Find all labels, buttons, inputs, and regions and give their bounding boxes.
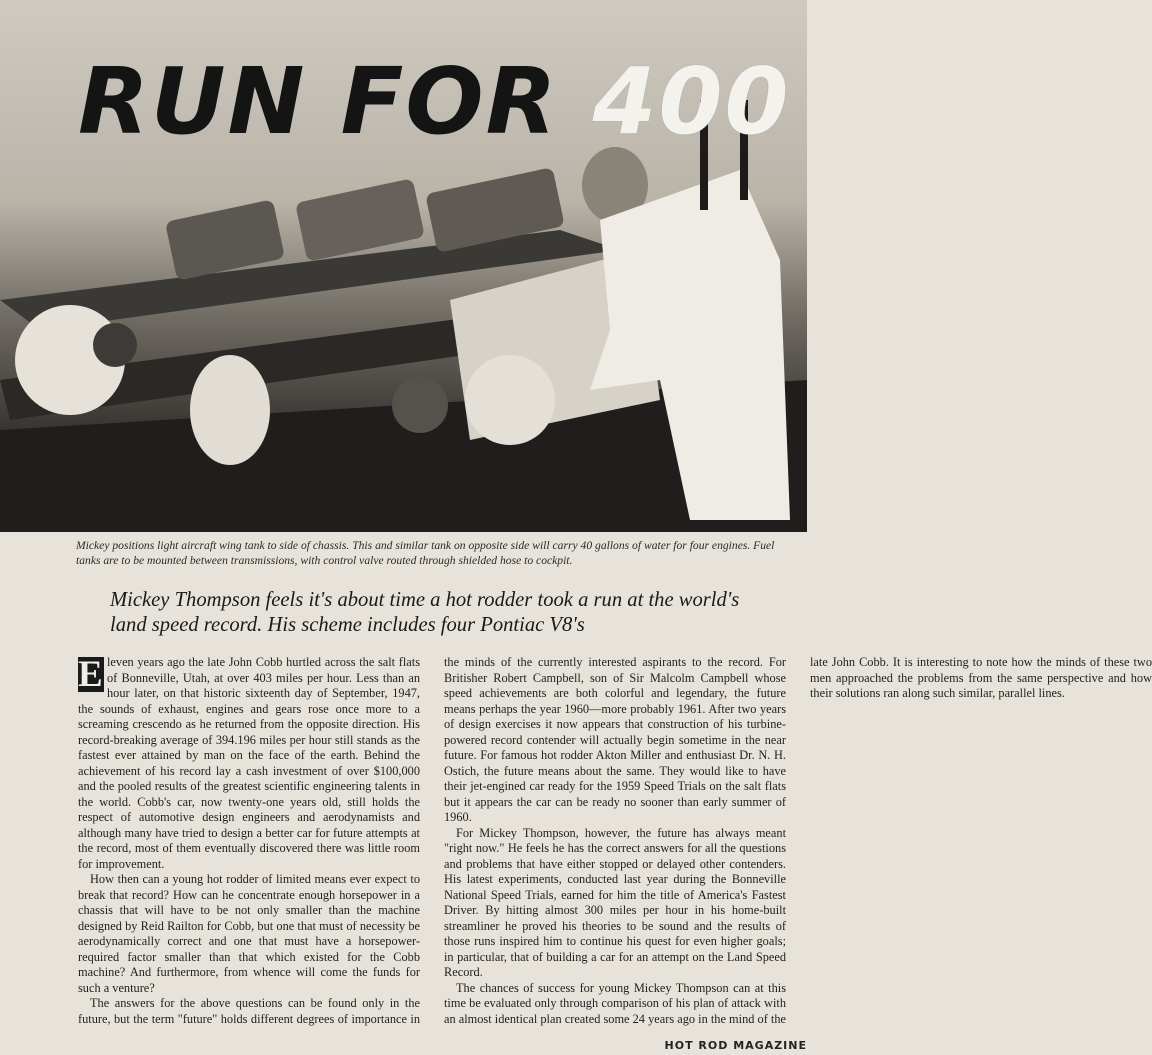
magazine-footer: HOT ROD MAGAZINE [664, 1039, 807, 1052]
article-body [78, 654, 1152, 1035]
article-paragraph: For Mickey Thompson, however, the future has always meant "right now." He feels he has the correct answers for all the questions and problems that have either stopped or delayed other contenders. His latest experiments, conducted last year during the Bonneville National Speed Trials, earned for him the title of America's Fastest Driver. By hitting almost 300 miles per hour in his home-built streamliner he proved his theories to be sound and the results of those runs inspired him to continue his quest for even higher goals; in particular, that of building a car for an attempt on the Land Speed Record. [444, 825, 786, 979]
article-deck: Mickey Thompson feels it's about time a hot rodder took a run at the world's land speed record. His scheme includes four Pontiac V8's [110, 589, 740, 636]
drop-cap: E [78, 654, 103, 695]
headline-run-for: RUN FOR [78, 48, 593, 155]
article-headline [78, 48, 798, 155]
photo-caption: Mickey positions light aircraft wing tank to side of chassis. This and similar tank on opposite side will carry 40 gallons of water for four engines. Fuel tanks are to be mounted between transmissions, with control valve routed through shielded hose to cockpit. [76, 539, 775, 567]
article-paragraph: How then can a young hot rodder of limited means ever expect to break that record? How can he concentrate enough horsepower in a chassis that will have to be not only smaller than the machine designed by Reid Railton for Cobb, but one that must of necessity be aerodynamically correct and one that must have a horsepower-required factor smaller than that which existed for the Cobb machine? And furthermore, from whence will come the funds for such a venture? [78, 872, 420, 995]
race-car-chassis-photo [0, 0, 807, 532]
article-paragraph: The answers for the above questions can be found only in the future, but the term "future" holds different degrees of importance in the minds of the currently interested aspirants to the record. For Britisher Robert Campbell, son of Sir Malcolm Campbell whose speed achievements are both colorful and legendary, the future means perhaps the year 1960—more probably 1961. After two years of design exercises it now appears that construction of his turbine-powered record contender will actually begin sometime in the near future. For famous hot rodder Akton Miller and enthusiast Dr. N. H. Ostich, the future means about the same. They would like to have their jet-engined car ready for the 1959 Speed Trials on the salt flats but it appears the car can be ready no sooner than early summer of 1960. [78, 655, 786, 1026]
article-paragraph: The chances of success for young Mickey Thompson can at this time be evaluated only through comparison of his plan of attack with an almost identical plan created some 24 years ago in the mind of the late John Cobb. It is interesting to note how the minds of these two men approached the problems from the same perspective and how their solutions ran along such similar, parallel lines. [444, 655, 1152, 1026]
article-paragraph: E leven years ago the late John Cobb hurtled across the salt flats of Bonneville, Utah, at over 403 miles per hour. Less than an hour later, on that historic sixteenth day of September, 1947, the sounds of exhaust, engines and gears rose once more to a screaming crescendo as he returned from the opposite direction. His record-breaking average of 394.196 miles per hour still stands as the fastest ever attained by man on the face of the earth. Behind the achievement of his record lay a cash investment of over $100,000 and the pooled results of the greatest scientific engineering talents in the world. Cobb's car, now twenty-one years old, still holds the respect of automotive design engineers and aerodynamists and although many have tried to design a better car for future attempts at the record, most of them eventually discovered there was little room for improvement. [78, 654, 420, 871]
headline-400: 400 [592, 48, 791, 155]
